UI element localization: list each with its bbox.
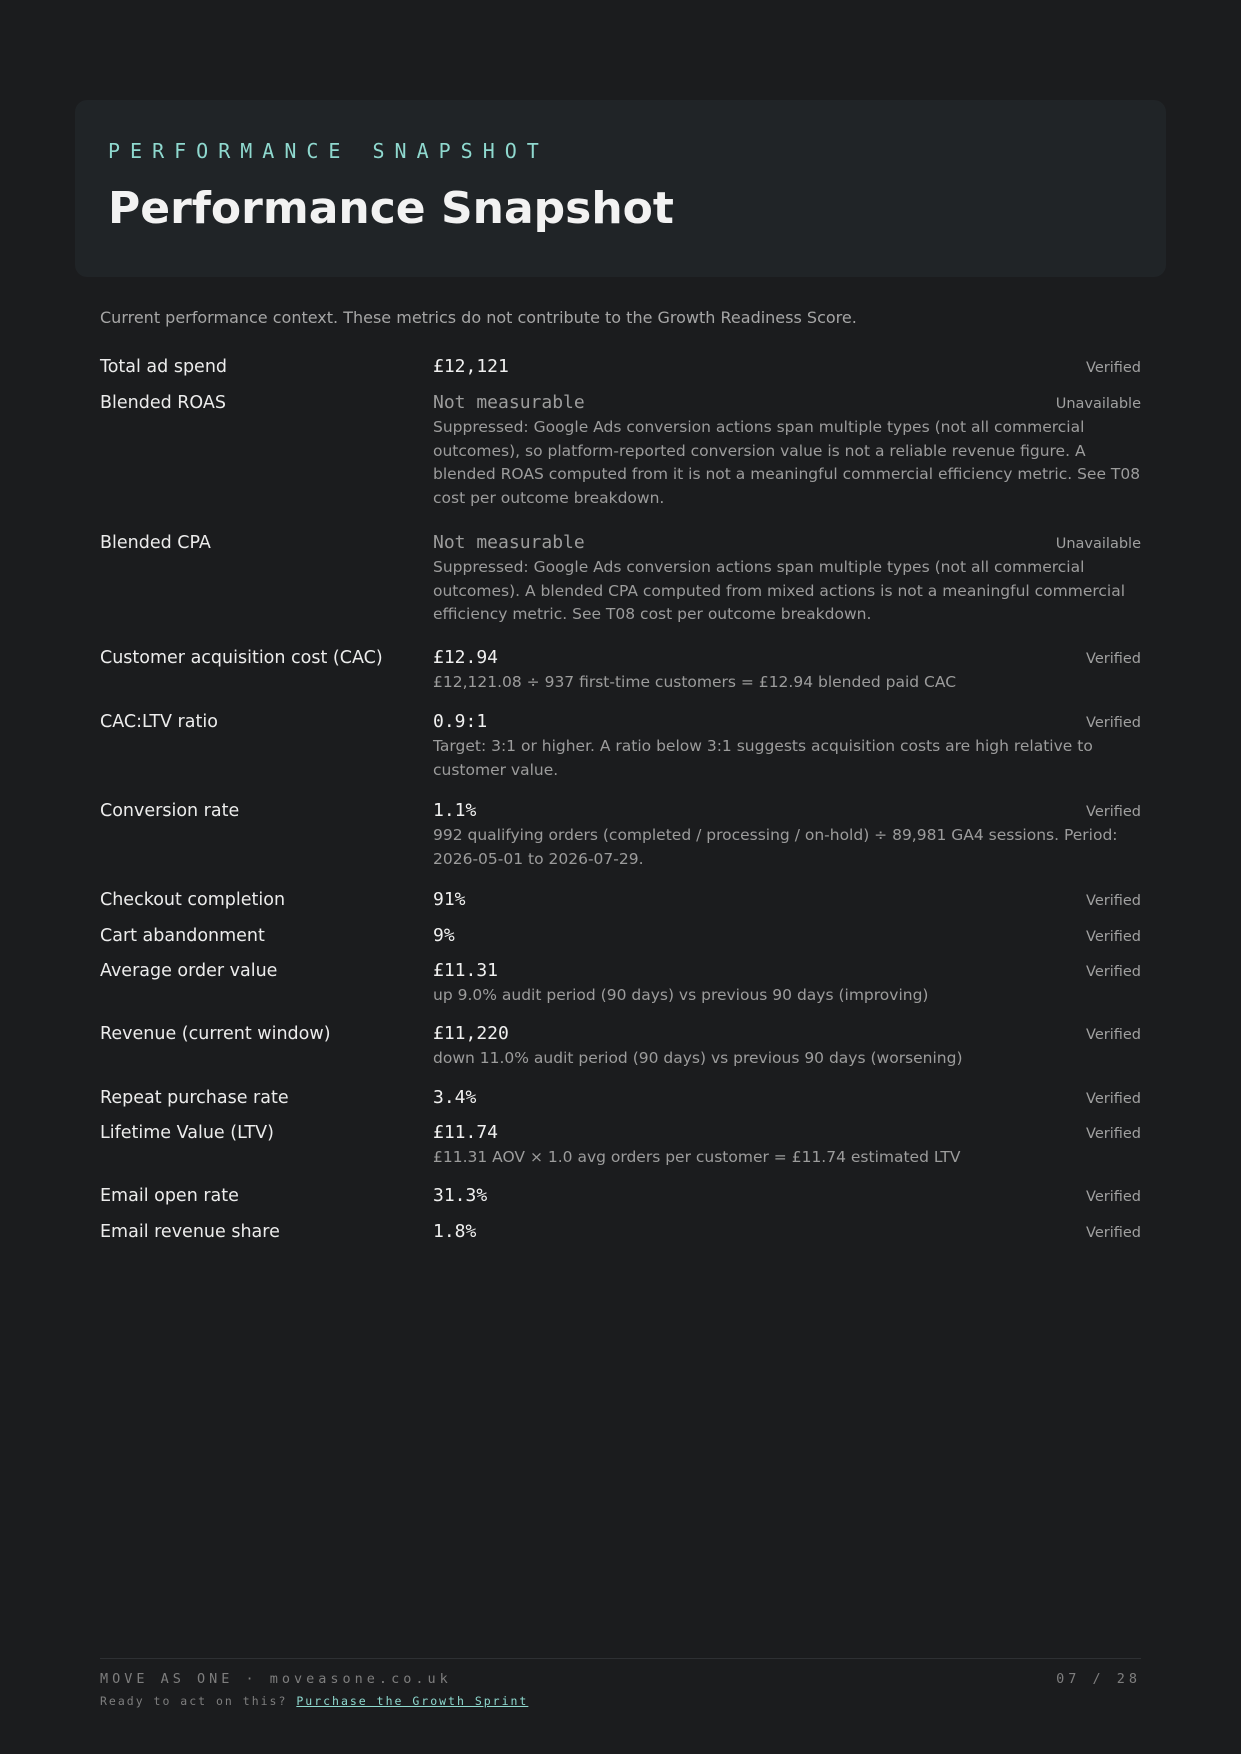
page-number: 07 / 28: [1056, 1671, 1141, 1687]
metric-value: Not measurable: [433, 392, 585, 413]
metric-status: Unavailable: [1055, 396, 1141, 412]
metric-label: CAC:LTV ratio: [100, 712, 218, 732]
metric-value: £12.94: [433, 647, 499, 668]
footer-divider: [100, 1658, 1141, 1659]
metric-status: Verified: [1086, 893, 1141, 909]
metric-status: Verified: [1086, 929, 1141, 945]
metric-value: 9%: [433, 925, 455, 946]
metric-note: Target: 3:1 or higher. A ratio below 3:1 suggests acquisition costs are high relative to customer value.: [433, 737, 1093, 779]
metric-label: Checkout completion: [100, 890, 286, 910]
metric-label: Repeat purchase rate: [100, 1088, 289, 1108]
metric-label: Customer acquisition cost (CAC): [100, 648, 383, 668]
metric-value: £11,220: [433, 1023, 509, 1044]
header-card: [75, 100, 1166, 277]
metric-value: 1.8%: [433, 1221, 477, 1242]
metric-value: £11.74: [433, 1122, 499, 1143]
metric-label: Total ad spend: [100, 357, 228, 377]
metric-label: Average order value: [100, 961, 278, 981]
metric-value: 1.1%: [433, 800, 477, 821]
metric-label: Blended CPA: [100, 533, 211, 553]
metric-label: Revenue (current window): [100, 1024, 331, 1044]
metric-value: Not measurable: [433, 532, 585, 553]
metric-label: Cart abandonment: [100, 926, 265, 946]
metric-status: Verified: [1086, 651, 1141, 667]
page-title: Performance Snapshot: [108, 183, 674, 234]
metric-value: 3.4%: [433, 1087, 477, 1108]
metric-value: 91%: [433, 889, 466, 910]
footer-brand: MOVE AS ONE · moveasone.co.uk: [100, 1671, 452, 1687]
metric-status: Verified: [1086, 1027, 1141, 1043]
metric-status: Verified: [1086, 964, 1141, 980]
metric-label: Email open rate: [100, 1186, 239, 1206]
metric-status: Verified: [1086, 1126, 1141, 1142]
metric-note: up 9.0% audit period (90 days) vs previous 90 days (improving): [433, 986, 929, 1004]
metric-note: 992 qualifying orders (completed / processing / on-hold) ÷ 89,981 GA4 sessions. Period: 2026-05-01 to 2026-07-29.: [433, 826, 1118, 868]
metric-label: Conversion rate: [100, 801, 240, 821]
metric-status: Verified: [1086, 715, 1141, 731]
metric-status: Verified: [1086, 804, 1141, 820]
metric-label: Email revenue share: [100, 1222, 280, 1242]
metric-label: Lifetime Value (LTV): [100, 1123, 274, 1143]
cta-prefix: Ready to act on this?: [100, 1694, 288, 1708]
intro-text: Current performance context. These metrics do not contribute to the Growth Readiness Score.: [100, 308, 857, 327]
metric-status: Verified: [1086, 1225, 1141, 1241]
metric-status: Verified: [1086, 1091, 1141, 1107]
metric-value: £11.31: [433, 960, 499, 981]
metric-value: 31.3%: [433, 1185, 488, 1206]
footer-cta: [100, 1694, 528, 1708]
metric-note: Suppressed: Google Ads conversion actions span multiple types (not all commercial outcomes). A blended CPA computed from mixed actions is not a meaningful commercial efficiency metric. See T08 cost per outcome breakdown.: [433, 558, 1126, 623]
metric-note: Suppressed: Google Ads conversion actions span multiple types (not all commercial outcomes), so platform-reported conversion value is not a reliable revenue figure. A blended ROAS computed from it is not a meaningful commercial efficiency metric. See T08 cost per outcome breakdown.: [433, 418, 1141, 507]
metric-note: £12,121.08 ÷ 937 first-time customers = £12.94 blended paid CAC: [433, 673, 957, 691]
metric-label: Blended ROAS: [100, 393, 226, 413]
metric-status: Verified: [1086, 360, 1141, 376]
metric-note: £11.31 AOV × 1.0 avg orders per customer = £11.74 estimated LTV: [433, 1148, 961, 1166]
metric-status: Unavailable: [1055, 536, 1141, 552]
metric-value: 0.9:1: [433, 711, 488, 732]
metric-note: down 11.0% audit period (90 days) vs previous 90 days (worsening): [433, 1049, 963, 1067]
metric-status: Verified: [1086, 1189, 1141, 1205]
section-eyebrow: PERFORMANCE SNAPSHOT: [108, 139, 549, 163]
metric-value: £12,121: [433, 356, 509, 377]
purchase-growth-sprint-link[interactable]: Purchase the Growth Sprint: [296, 1694, 529, 1708]
